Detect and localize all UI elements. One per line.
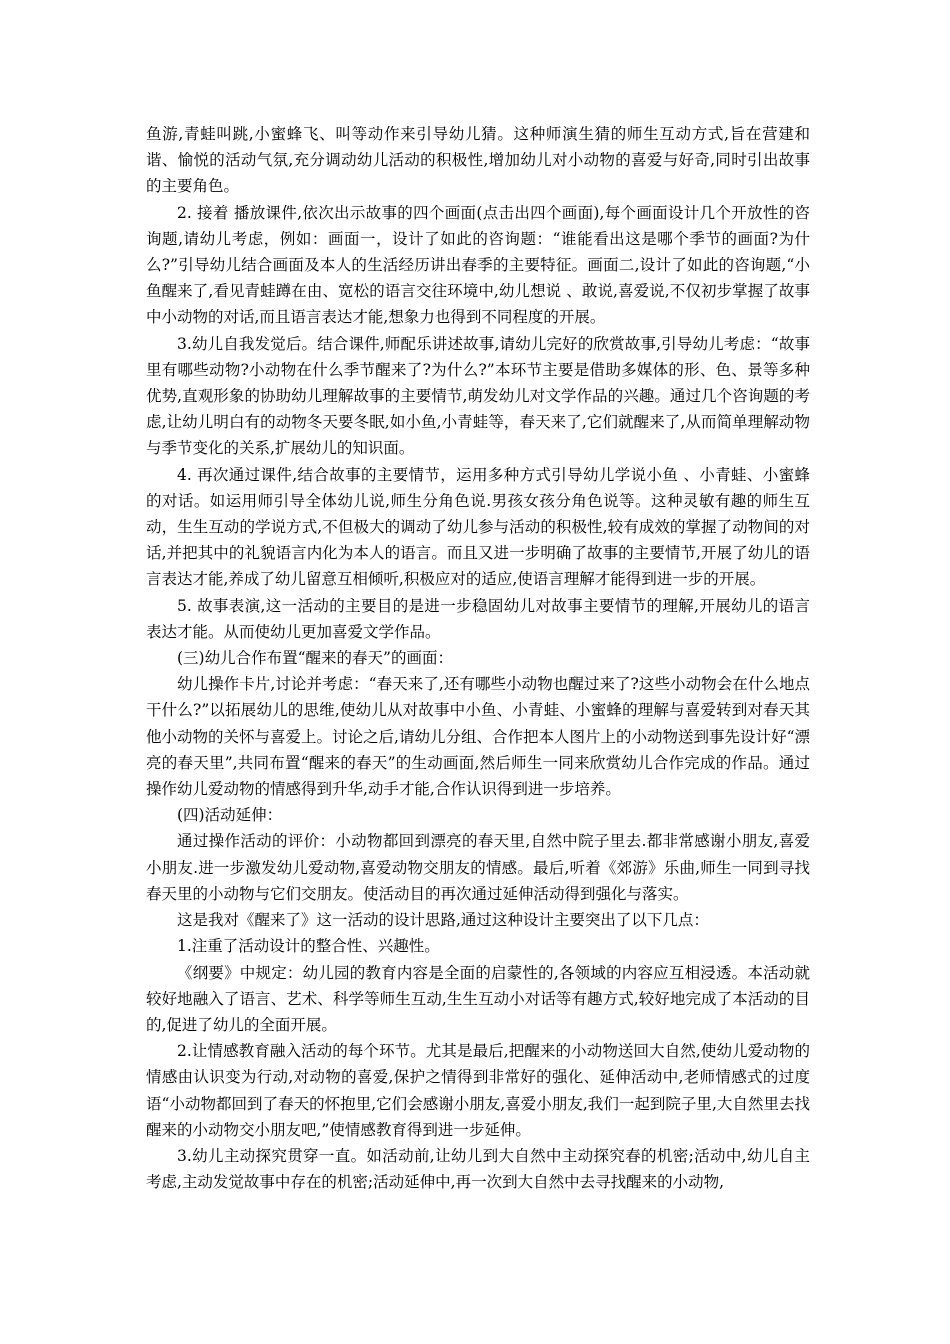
section-heading-4: (四)活动延伸： bbox=[177, 806, 283, 825]
point-heading-1: 1.注重了活动设计的整合性、兴趣性。 bbox=[177, 937, 440, 956]
paragraph-4: 4. 再次通过课件,结合故事的主要情节，运用多种方式引导幼儿学说小鱼 、小青蛙、小蜜蜂的对话。如运用师引导全体幼儿说,师生分角色说.男孩女孩分角色说等。这种灵敏有趣的师生互动，生生互动的学说方式,不但极大的调动了幼儿参与活动的积极性,较有成效的掌握了动物间的对话,并把其中的礼貌语言内化为本人的语言。而且又进一步明确了故事的主要情节,开展了幼儿的语言表达才能,养成了幼儿留意互相倾听,积极应对的适应,使语言理解才能得到进一步的开展。 bbox=[146, 465, 810, 589]
paragraph-3: 3.幼儿自我发觉后。结合课件,师配乐讲述故事,请幼儿完好的欣赏故事,引导幼儿考虑：“故事里有哪些动物?小动物在什么季节醒来了?为什么?”本环节主要是借助多媒体的形、色、景等多种优势,直观形象的协助幼儿理解故事的主要情节,萌发幼儿对文学作品的兴趣。通过几个咨询题的考虑,让幼儿明白有的动物冬天要冬眠,如小鱼,小青蛙等，春天来了,它们就醒来了,从而简单理解动物与季节变化的关系,扩展幼儿的知识面。 bbox=[146, 334, 810, 458]
section-heading-3: (三)幼儿合作布置“醒来的春天”的画面： bbox=[177, 649, 453, 668]
paragraph-7: 幼儿操作卡片,讨论并考虑：“春天来了,还有哪些小动物也醒过来了?这些小动物会在什么地点干什么?”以拓展幼儿的思维,使幼儿从对故事中小鱼、小青蛙、小蜜蜂的理解与喜爱转到对春天其他小动物的关怀与喜爱上。讨论之后,请幼儿分组、合作把本人图片上的小动物送到事先设计好“漂亮的春天里”,共同布置“醒来的春天”的生动画面,然后师生一同来欣赏幼儿合作完成的作品。通过操作幼儿爱动物的情感得到升华,动手才能,合作认识得到进一步培养。 bbox=[146, 675, 810, 799]
paragraph-5: 5. 故事表演,这一活动的主要目的是进一步稳固幼儿对故事主要情节的理解,开展幼儿的语言表达才能。从而使幼儿更加喜爱文学作品。 bbox=[146, 596, 810, 641]
paragraph-10: 这是我对《醒来了》这一活动的设计思路,通过这种设计主要突出了以下几点： bbox=[177, 911, 709, 930]
paragraph-14: 3.幼儿主动探究贯穿一直。如活动前,让幼儿到大自然中主动探究春的机密;活动中,幼儿自主考虑,主动发觉故事中存在的机密;活动延伸中,再一次到大自然中去寻找醒来的小动物, bbox=[146, 1146, 810, 1192]
paragraph-12: 《纲要》中规定：幼儿园的教育内容是全面的启蒙性的,各领域的内容应互相浸透。本活动就较好地融入了语言、艺术、科学等师生互动,生生互动小对话等有趣方式,较好地完成了本活动的目的,促进了幼儿的全面开展。 bbox=[146, 963, 810, 1034]
paragraph-13: 2.让情感教育融入活动的每个环节。尤其是最后,把醒来的小动物送回大自然,使幼儿爱动物的情感由认识变为行动,对动物的喜爱,保护之情得到非常好的强化、延伸活动中,老师情感式的过度语“小动物都回到了春天的怀抱里,它们会感谢小朋友,喜爱小朋友,我们一起到院子里,大自然里去找醒来的小动物交小朋友吧,”使情感教育得到进一步延伸。 bbox=[146, 1042, 810, 1139]
document-body bbox=[146, 121, 810, 1195]
paragraph-2: 2. 接着 播放课件,依次出示故事的四个画面(点击出四个画面),每个画面设计几个开放性的咨询题,请幼儿考虑，例如：画面一，设计了如此的咨询题：“谁能看出这是哪个季节的画面?为什么?”引导幼儿结合画面及本人的生活经历讲出春季的主要特征。画面二,设计了如此的咨询题,“小鱼醒来了,看见青蛙蹲在由、宽松的语言交往环境中,幼儿想说 、敢说,喜爱说,不仅初步掌握了故事中小动物的对话,而且语言表达才能,想象力也得到不同程度的开展。 bbox=[146, 203, 810, 327]
paragraph-1: 鱼游,青蛙叫跳,小蜜蜂飞、叫等动作来引导幼儿猜。这种师演生猜的师生互动方式,旨在营建和谐、愉悦的活动气氛,充分调动幼儿活动的积极性,增加幼儿对小动物的喜爱与好奇,同时引出故事的主要角色。 bbox=[146, 125, 810, 196]
paragraph-9: 通过操作活动的评价：小动物都回到漂亮的春天里,自然中院子里去.都非常感谢小朋友,喜爱小朋友.进一步激发幼儿爱动物,喜爱动物交朋友的情感。最后,听着《郊游》乐曲,师生一同到寻找春天里的小动物与它们交朋友。使活动目的再次通过延伸活动得到强化与落实。 bbox=[146, 832, 810, 903]
